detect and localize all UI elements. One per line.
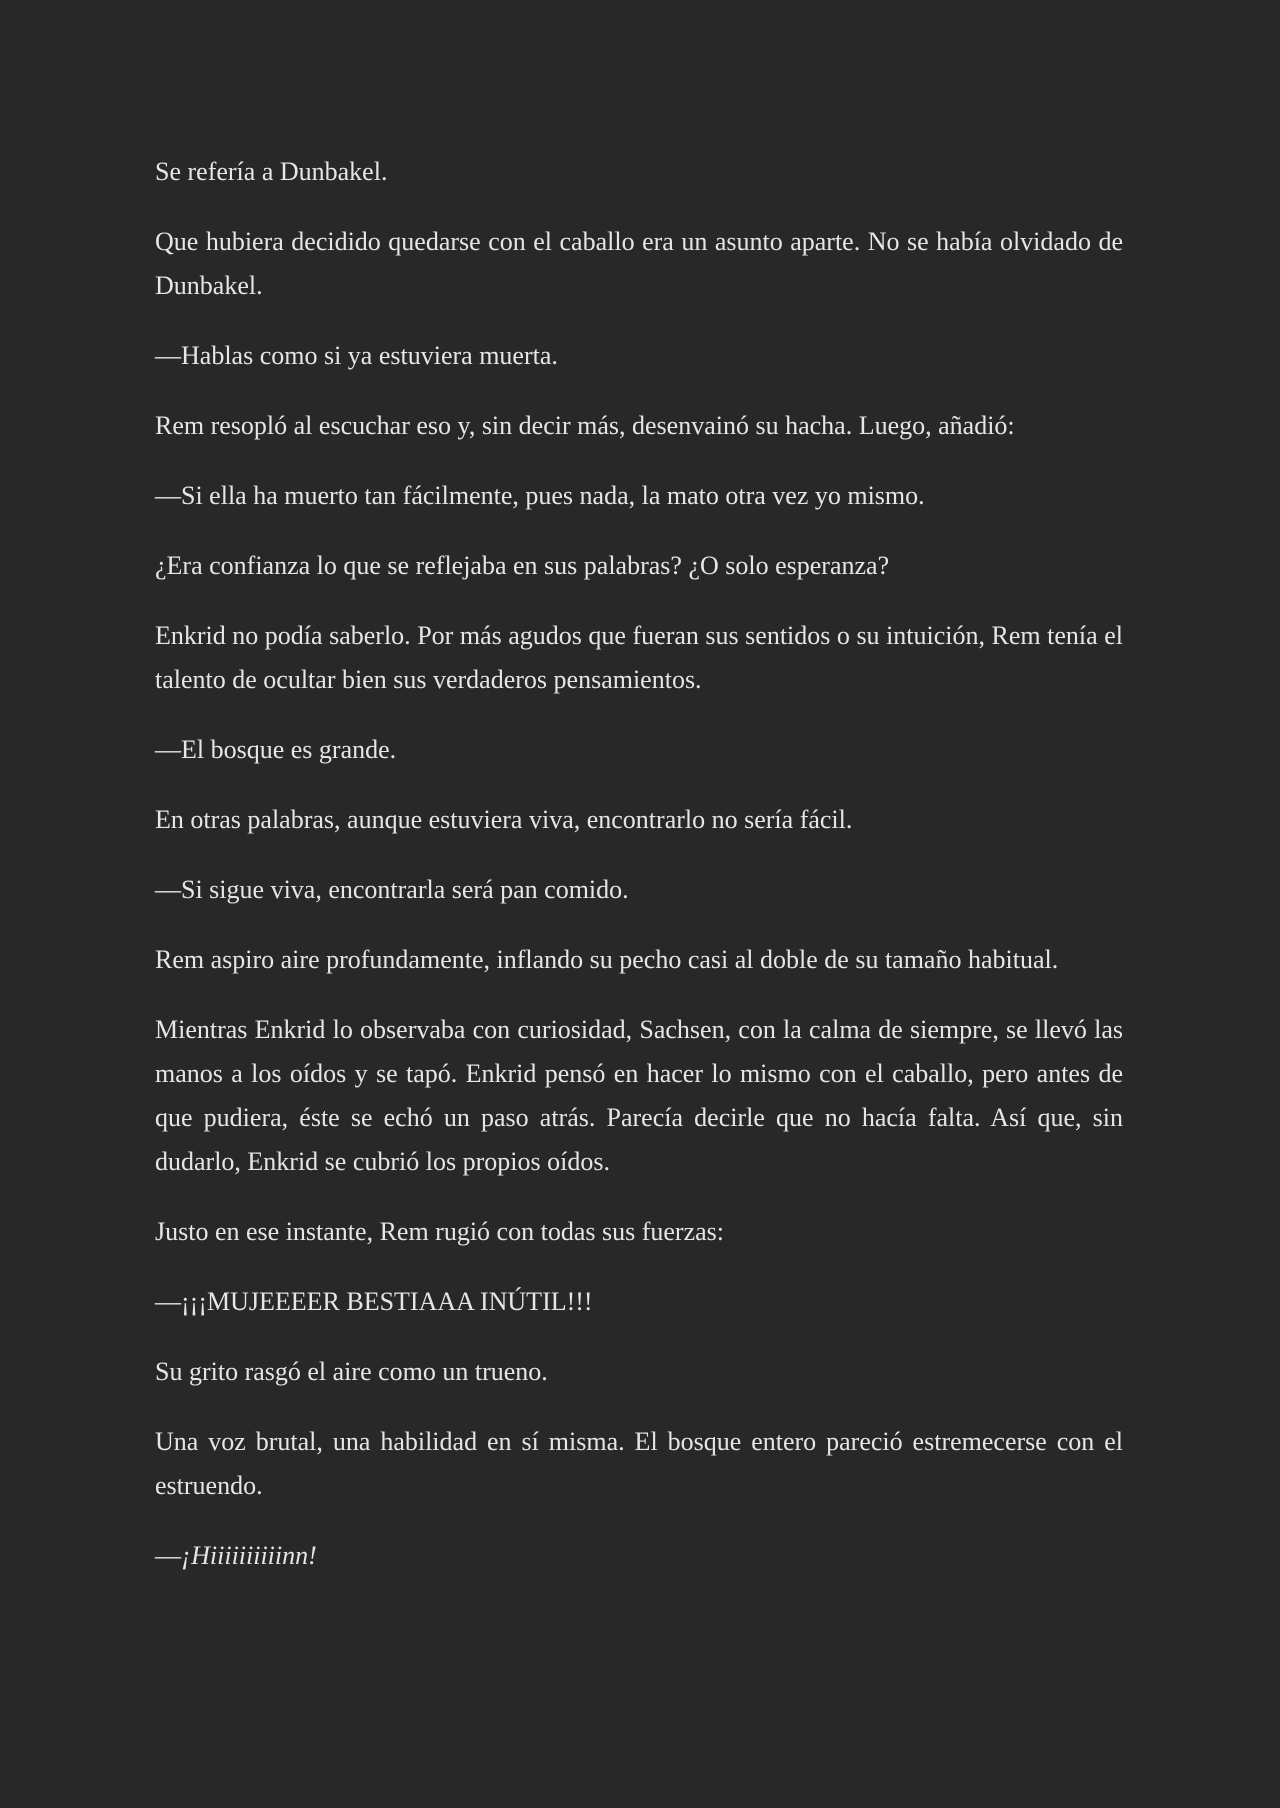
paragraph: Se refería a Dunbakel.	[155, 157, 388, 186]
chapter-text	[155, 150, 1123, 1578]
dialogue-line: —Hablas como si ya estuviera muerta.	[155, 341, 558, 370]
paragraph: Rem aspiro aire profundamente, inflando su pecho casi al doble de su tamaño habitual.	[155, 945, 1059, 974]
paragraph: Rem resopló al escuchar eso y, sin decir más, desenvainó su hacha. Luego, añadió:	[155, 411, 1015, 440]
paragraph: Una voz brutal, una habilidad en sí misma. El bosque entero pareció estremecerse con el estruendo.	[155, 1427, 1123, 1500]
dialogue-line: —Si ella ha muerto tan fácilmente, pues nada, la mato otra vez yo mismo.	[155, 481, 925, 510]
final-dialogue-line	[155, 1534, 1123, 1578]
paragraph: Mientras Enkrid lo observaba con curiosidad, Sachsen, con la calma de siempre, se llevó las manos a los oídos y se tapó. Enkrid pensó en hacer lo mismo con el caballo, pero antes de que pudiera, éste se echó un paso atrás. Parecía decirle que no hacía falta. Así que, sin dudarlo, Enkrid se cubrió los propios oídos.	[155, 1015, 1123, 1176]
paragraph: En otras palabras, aunque estuviera viva, encontrarlo no sería fácil.	[155, 805, 853, 834]
dialogue-line: —El bosque es grande.	[155, 735, 397, 764]
dialogue-line: —¡¡¡MUJEEEER BESTIAAA INÚTIL!!!	[155, 1287, 593, 1316]
horse-neigh-text: ¡Hiiiiiiiiiinn!	[181, 1541, 317, 1570]
paragraph: Enkrid no podía saberlo. Por más agudos que fueran sus sentidos o su intuición, Rem tenía el talento de ocultar bien sus verdaderos pensamientos.	[155, 621, 1123, 694]
dialogue-dash: —	[155, 1541, 181, 1570]
paragraph: Que hubiera decidido quedarse con el caballo era un asunto aparte. No se había olvidado de Dunbakel.	[155, 227, 1123, 300]
dialogue-line: —Si sigue viva, encontrarla será pan comido.	[155, 875, 629, 904]
paragraph: Su grito rasgó el aire como un trueno.	[155, 1357, 548, 1386]
paragraph: Justo en ese instante, Rem rugió con todas sus fuerzas:	[155, 1217, 724, 1246]
paragraph: ¿Era confianza lo que se reflejaba en sus palabras? ¿O solo esperanza?	[155, 551, 890, 580]
